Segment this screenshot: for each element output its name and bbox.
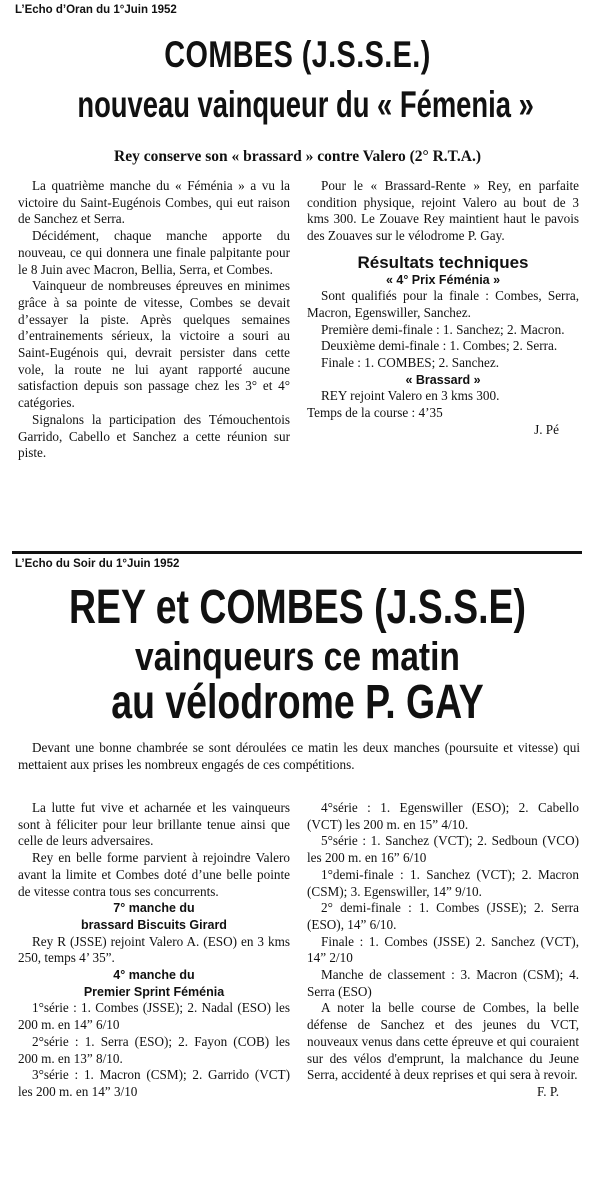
result-line: Sont qualifiés pour la finale : Combes, Serra, Macron, Egenswiller, Sanchez. [307,288,579,320]
result-line: Finale : 1. Combes (JSSE) 2. Sanchez (VCT), 14” 2/10 [307,933,579,966]
paragraph: La quatrième manche du « Féménia » a vu la victoire du Saint-Eugénois Combes, qui eut raison de Sanchez et Serra. [18,178,290,227]
paragraph: Rey R (JSSE) rejoint Valero A. (ESO) en 3 kms 250, temps 4’ 35”. [18,933,290,966]
article1-subheadline: Rey conserve son « brassard » contre Valero (2° R.T.A.) [114,148,481,165]
result-line: 4°série : 1. Egenswiller (ESO); 2. Cabello (VCT) les 200 m. en 15” 4/10. [307,800,579,832]
results-heading: Résultats techniques [357,252,529,272]
result-line: 1°demi-finale : 1. Sanchez (VCT); 2. Macron (CSM); 3. Egenswiller, 14” 9/10. [307,866,579,899]
article2-left-column [18,800,290,1101]
series-line: 3°série : 1. Macron (CSM); 2. Garrido (VCT) les 200 m. en 14” 3/10 [18,1067,290,1099]
manche7-heading: 7° manche du [113,901,195,916]
article1-headline-line2: nouveau vainqueur du « Fémenia » [77,84,534,125]
result-line: 2° demi-finale : 1. Combes (JSSE); 2. Serra (ESO), 14” 6/10. [307,900,579,932]
article1-source: L’Echo d’Oran du 1°Juin 1952 [15,4,177,16]
article2-headline-line1: REY et COMBES (J.S.S.E) [68,581,527,634]
article2-headline-line2: vainqueurs ce matin [135,635,460,679]
article1-headline-line1: COMBES (J.S.S.E.) [164,34,431,75]
paragraph: Signalons la participation des Témouchentois Garrido, Cabello et Sanchez a cette réunion sur piste. [18,411,290,461]
brassard-line: Temps de la course : 4’35 [307,405,443,421]
result-line: Première demi-finale : 1. Sanchez; 2. Macron. [321,321,565,337]
brassard-girard-heading: brassard Biscuits Girard [81,917,227,932]
paragraph: Pour le « Brassard-Rente » Rey, en parfaite condition physique, rejoint Valero au bout de 3 kms 300. Le Zouave Rey maintient haut le pavois des Zouaves sur le vélodrome P. Gay. [307,178,579,244]
paragraph: Décidément, chaque manche apporte du nouveau, ce qui donnera une finale palpitante pour le 8 Juin avec Macron, Bellia, Serra, et Combes. [18,228,290,277]
prix-heading: « 4° Prix Féménia » [385,272,501,287]
article2-headline-line3: au vélodrome P. GAY [111,676,484,729]
paragraph: Vainqueur de nombreuses épreuves en minimes grâce à sa pointe de vitesse, Combes se devait d’essayer la piste. Après quelques semaines d’entrainements sérieux, la victoire a souri au Saint-Eugénois qui, devrait persister dans cette vole, la route ne lui ayant rapporté aucune satisfaction depuis son passage chez les 3° et 4° catégories. [18,278,290,411]
sprint-heading: Premier Sprint Féménia [83,984,225,999]
article2-source: L’Echo du Soir du 1°Juin 1952 [15,558,180,570]
result-line: Manche de classement : 3. Macron (CSM); 4. Serra (ESO) [307,967,579,999]
result-line: Deuxième demi-finale : 1. Combes; 2. Serra. [321,338,558,354]
series-line: 1°série : 1. Combes (JSSE); 2. Nadal (ESO) les 200 m. en 14” 6/10 [18,1000,290,1033]
article1-left-column [18,178,290,462]
paragraph: A noter la belle course de Combes, la belle défense de Sanchez et des jeunes du VCT, nouveaux venus dans cette épreuve et qui couraient sur des vélos d'emprunt, la malchance du Jeune Serra, accidenté à deux reprises et qui sera à revoir. [307,1000,579,1083]
article1-signature: J. Pé [534,421,559,437]
paragraph: Devant une bonne chambrée se sont déroulées ce matin les deux manches (poursuite et vitesse) qui mettaient aux prises les nombreux engagés de ces compétitions. [18,740,580,772]
article-separator [12,551,582,554]
manche4-heading: 4° manche du [113,968,195,983]
result-line: Finale : 1. COMBES; 2. Sanchez. [321,355,500,371]
article2-intro [18,740,580,773]
article2-right-column [307,800,579,1101]
result-line: 5°série : 1. Sanchez (VCT); 2. Sedboun (VCO) les 200 m. en 16” 6/10 [307,833,579,866]
article1-right-column [307,178,579,439]
brassard-heading: « Brassard » [405,372,481,387]
series-line: 2°série : 1. Serra (ESO); 2. Fayon (COB) les 200 m. en 13” 8/10. [18,1033,290,1066]
article2-signature: F. P. [536,1083,559,1099]
paragraph: Rey en belle forme parvient à rejoindre Valero avant la limite et Combes doté d’une belle pointe de vitesse contra tous ses concurrents. [18,850,290,899]
brassard-line: REY rejoint Valero en 3 kms 300. [321,388,500,404]
paragraph: La lutte fut vive et acharnée et les vainqueurs sont à féliciter pour leur brillante tenue ainsi que celle de leurs adversaires. [18,800,290,849]
